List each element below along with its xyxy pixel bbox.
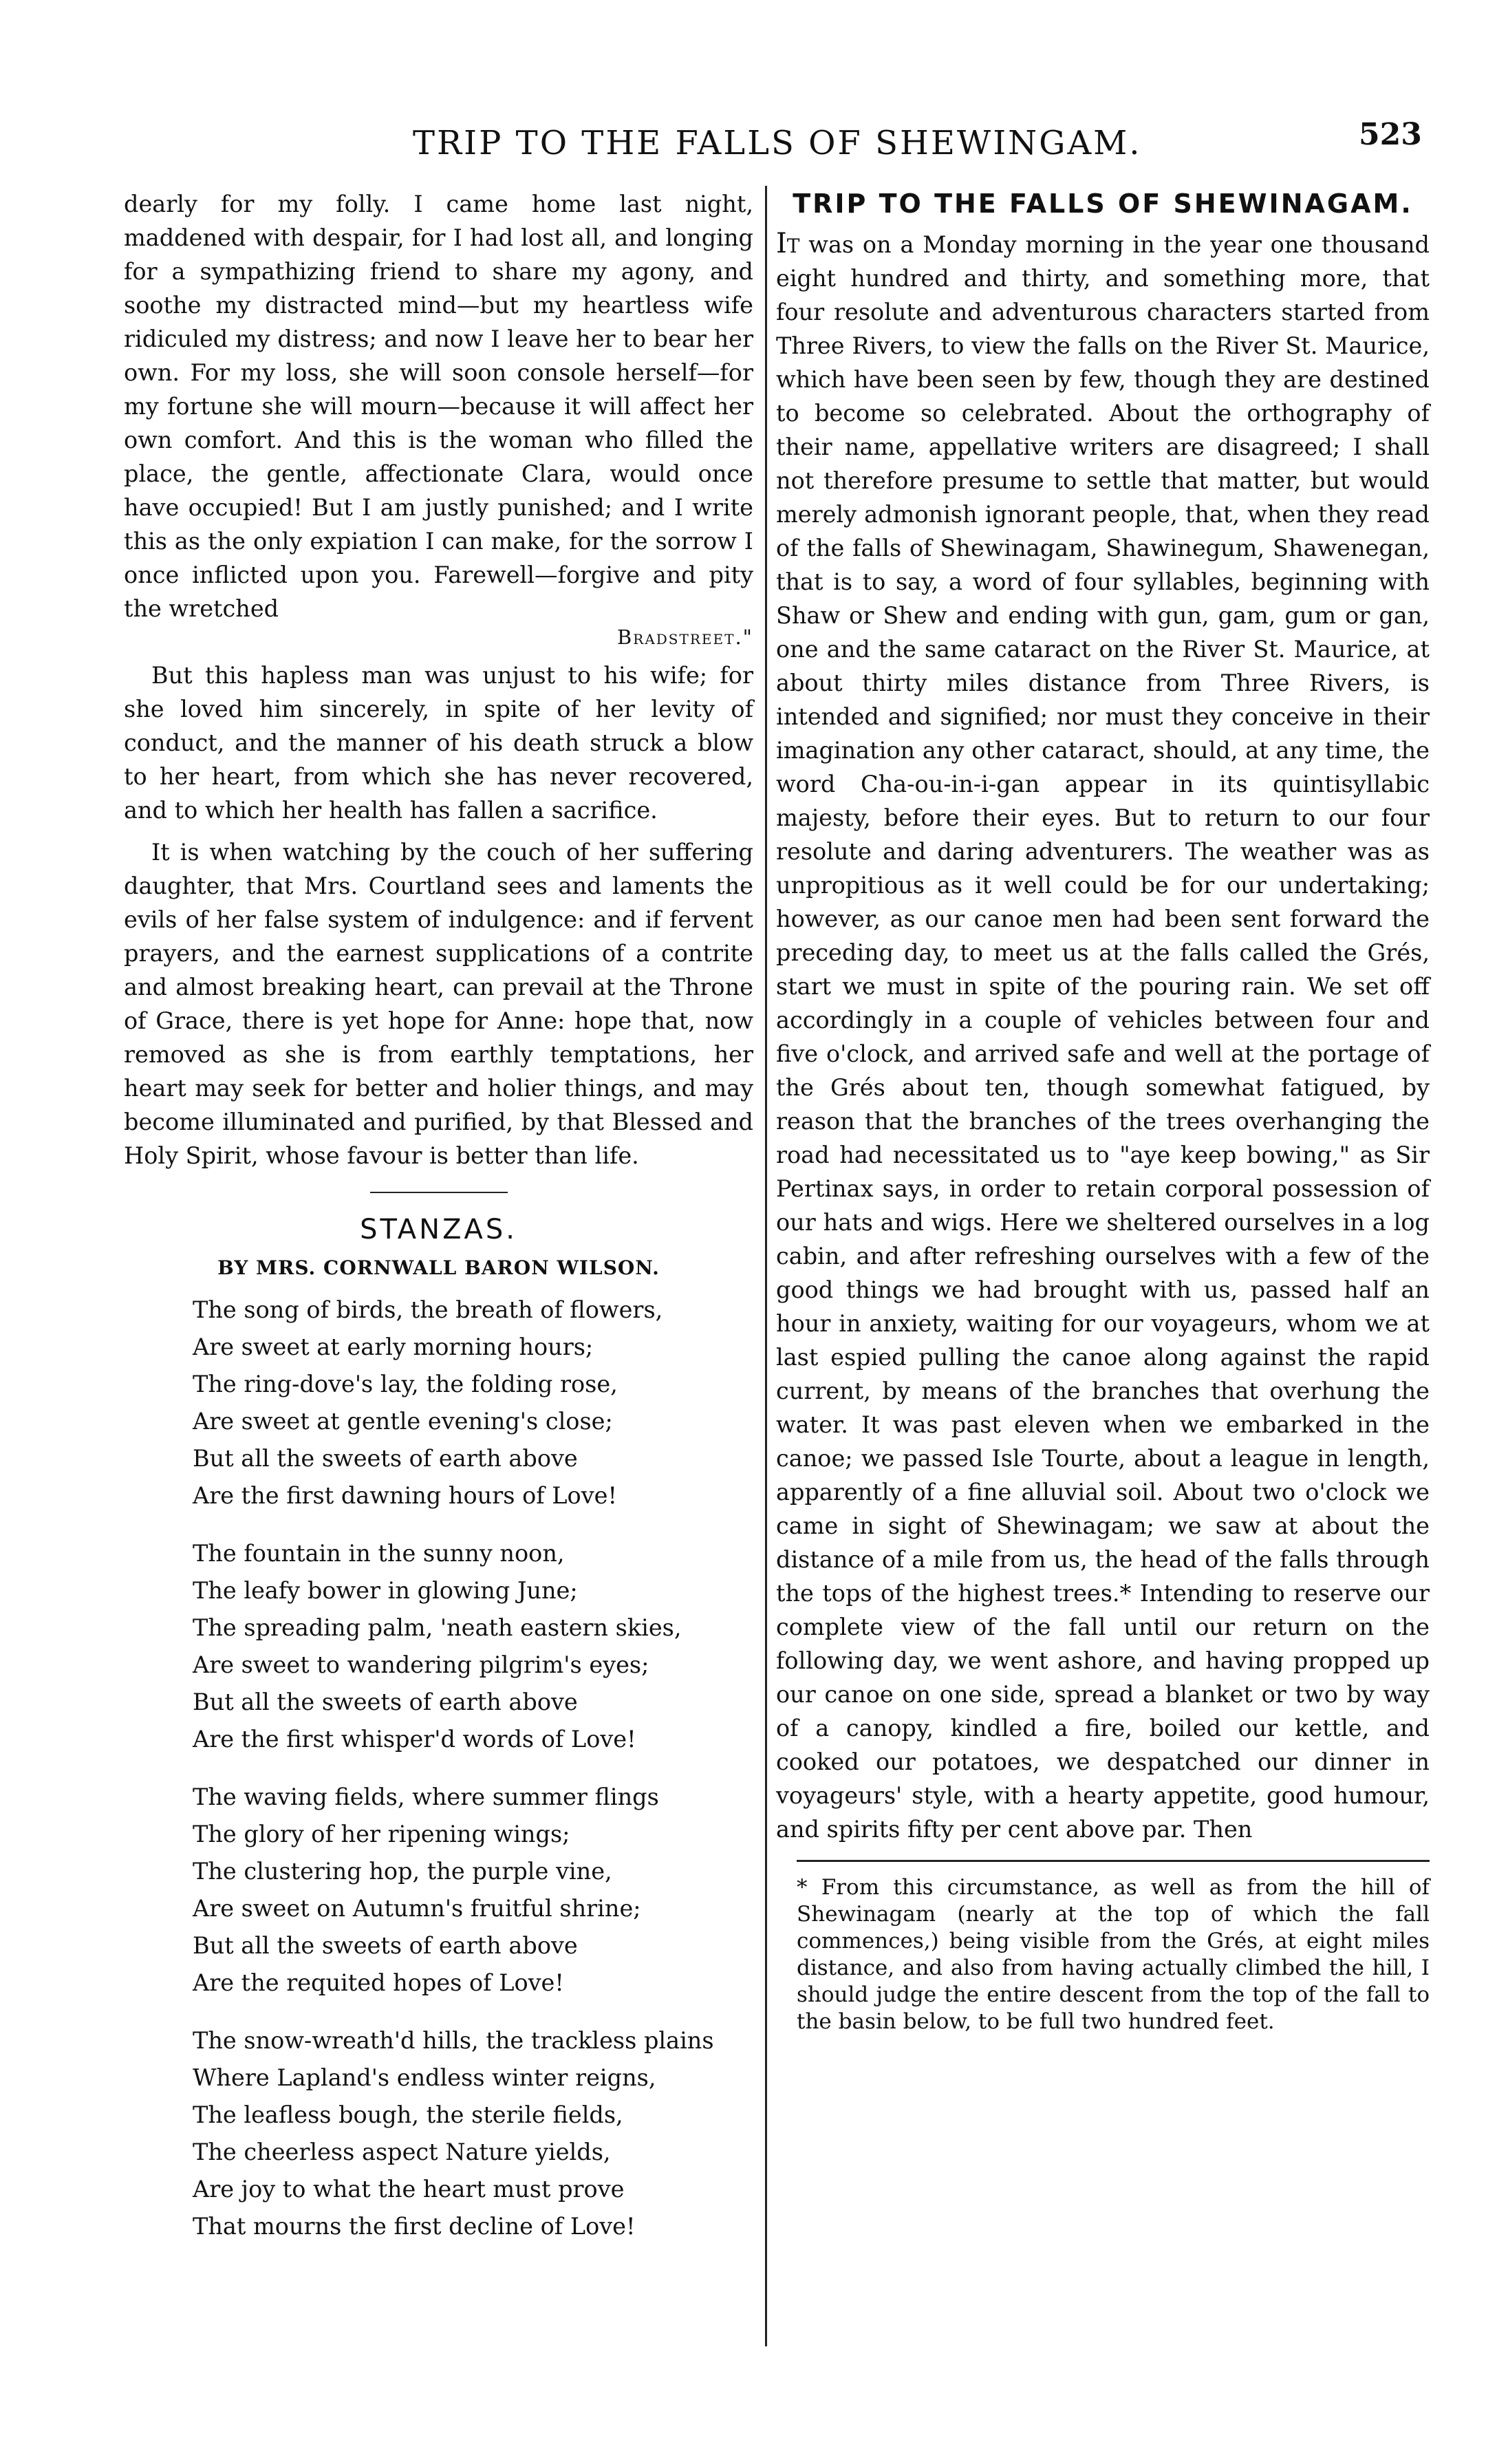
verse-line: The ring-dove's lay, the folding rose, xyxy=(193,1371,618,1397)
running-title: TRIP TO THE FALLS OF SHEWINGAM. xyxy=(413,124,1142,162)
verse-line: Are joy to what the heart must prove xyxy=(193,2176,625,2203)
verse-line: Are the requited hopes of Love! xyxy=(193,1969,564,1996)
article-body xyxy=(776,227,1430,1846)
verse-line: The song of birds, the breath of flowers, xyxy=(193,1296,663,1323)
footnote: * From this circumstance, as well as from the hill of Shewinagam (nearly at the top of which the fall commences,) being visible from the Grés, at eight miles distance, and also from having actually climbed the hill, I should judge the entire descent from the top of the fall to the basin below, to be full two hundred feet. xyxy=(797,1875,1430,2034)
verse-line: Are sweet on Autumn's fruitful shrine; xyxy=(193,1895,641,1922)
letter-signature: Bradstreet." xyxy=(616,625,753,649)
poem-byline: BY MRS. CORNWALL BARON WILSON. xyxy=(217,1256,660,1279)
verse-line: But all the sweets of earth above xyxy=(193,1445,578,1472)
verse-line: But all the sweets of earth above xyxy=(193,1932,578,1959)
verse-line: That mourns the first decline of Love! xyxy=(193,2213,636,2240)
verse-line: Are the first dawning hours of Love! xyxy=(193,1482,617,1509)
verse-line: The leafy bower in glowing June; xyxy=(193,1577,578,1604)
letter-closing-paragraph: dearly for my folly. I came home last night, maddened with despair, for I had lost all, and longing for a sympathizing friend to share my agony, and soothe my distracted mind—but my heartless wife ridiculed my distress; and now I leave her to bear her own. For my loss, she will soon console herself—for my fortune she will mourn—because it will affect her own comfort. And this is the woman who filled the place, the gentle, affectionate Clara, would once have occupied! But I am justly punished; and I write this as the only expiation I can make, for the sorrow I once inflicted upon you. Farewell—forgive and pity the wretched xyxy=(124,191,753,622)
verse-line: The cheerless aspect Nature yields, xyxy=(193,2139,611,2165)
verse-line: The waving fields, where summer flings xyxy=(193,1783,659,1810)
verse-line: The leafless bough, the sterile fields, xyxy=(193,2101,623,2128)
footnote-rule xyxy=(797,1860,1430,1862)
poem-stanza-3 xyxy=(193,1779,753,2002)
verse-line: Are sweet to wandering pilgrim's eyes; xyxy=(193,1651,649,1678)
column-rule xyxy=(765,186,767,2346)
right-column xyxy=(776,187,1430,2035)
body-paragraph-2: It is when watching by the couch of her suffering daughter, that Mrs. Courtland sees and laments the evils of her false system of indulgence: and if fervent prayers, and the earnest supplications of a contrite and almost breaking heart, can prevail at the Throne of Grace, there is yet hope for Anne: hope that, now removed as she is from earthly temptations, her heart may seek for better and holier things, and may become illuminated and purified, by that Blessed and Holy Spirit, whose favour is better than life. xyxy=(124,839,753,1169)
poem-stanza-1 xyxy=(193,1292,753,1514)
verse-line: Where Lapland's endless winter reigns, xyxy=(193,2064,656,2091)
verse-line: Are the first whisper'd words of Love! xyxy=(193,1726,636,1753)
verse-line: Are sweet at early morning hours; xyxy=(193,1333,594,1360)
verse-line: But all the sweets of earth above xyxy=(193,1689,578,1715)
article-first-word: It xyxy=(776,228,800,259)
page-number: 523 xyxy=(1359,117,1422,152)
verse-line: Are sweet at gentle evening's close; xyxy=(193,1408,613,1435)
running-head xyxy=(0,110,1486,172)
verse-line: The fountain in the sunny noon, xyxy=(193,1540,565,1567)
verse-line: The snow-wreath'd hills, the trackless plains xyxy=(193,2027,714,2054)
article-body-text: was on a Monday morning in the year one thousand eight hundred and thirty, and something more, that four resolute and adventurous characters started from Three Rivers, to view the falls on the River St. Maurice, which have been seen by few, though they are destined to become so celebrated. About the orthography of their name, appellative writers are disagreed; I shall not therefore presume to settle that matter, but would merely admonish ignorant people, that, when they read of the falls of Shewinagam, Shawinegum, Shawenegan, that is to say, a word of four syllables, beginning with Shaw or Shew and ending with gun, gam, gum or gan, one and the same cataract on the River St. Maurice, at about thirty miles distance from Three Rivers, is intended and signified; nor must they conceive in their imagination any other cataract, should, at any time, the word Cha-ou-in-i-gan appear in its quintisyllabic majesty, before their eyes. But to return to our four resolute and daring adventurers. The weather was as unpropitious as it well could be for our undertaking; however, as our canoe men had been sent forward the preceding day, to meet us at the falls called the Grés, start we must in spite of the pouring rain. We set off accordingly in a couple of vehicles between four and five o'clock, and arrived safe and well at the portage of the Grés about ten, though somewhat fatigued, by reason that the branches of the trees overhanging the road had necessitated us to "aye keep bowing," as Sir Pertinax says, in order to retain corporal possession of our hats and wigs. Here we sheltered ourselves in a log cabin, and after refreshing ourselves with a few of the good things we had brought with us, passed half an hour in anxiety, waiting for our voyageurs, whom we at last espied pulling the canoe along against the rapid current, by means of the branches that overhung the water. It was past eleven when we embarked in the canoe; we passed Isle Tourte, about a league in length, apparently of a fine alluvial soil. About two o'clock we came in sight of Shewinagam; we saw at about the distance of a mile from us, the head of the falls through the tops of the highest trees.* Intending to reserve our complete view of the fall until our return on the following day, we went ashore, and having propped up our canoe on one side, spread a blanket or two by way of a canopy, kindled a fire, boiled our kettle, and cooked our potatoes, we despatched our dinner in voyageurs' style, with a hearty appetite, good humour, and spirits fifty per cent above par. Then xyxy=(776,231,1430,1843)
poem-stanza-4 xyxy=(193,2022,753,2245)
verse-line: The glory of her ripening wings; xyxy=(193,1821,570,1847)
article-title: TRIP TO THE FALLS OF SHEWINAGAM. xyxy=(793,189,1413,219)
poem-stanza-2 xyxy=(193,1535,753,1758)
verse-line: The clustering hop, the purple vine, xyxy=(193,1858,612,1885)
left-column xyxy=(124,187,753,2266)
verse-line: The spreading palm, 'neath eastern skies, xyxy=(193,1614,682,1641)
section-divider xyxy=(370,1192,508,1193)
poem-title: STANZAS. xyxy=(360,1214,517,1245)
body-paragraph-1: But this hapless man was unjust to his wife; for she loved him sincerely, in spite of her levity of conduct, and the manner of his death struck a blow to her heart, from which she has never recovered, and to which her health has fallen a sacrifice. xyxy=(124,662,753,824)
